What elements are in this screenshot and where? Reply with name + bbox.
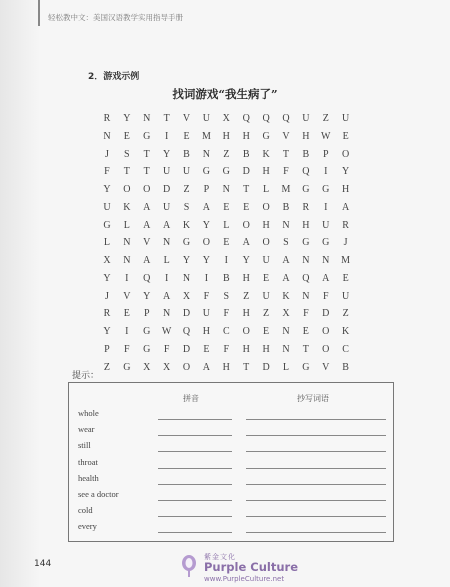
grid-letter: H — [242, 308, 250, 320]
grid-letter: L — [223, 219, 230, 231]
grid-letter: N — [282, 343, 290, 355]
grid-letter: A — [143, 255, 151, 266]
grid-letter: G — [322, 184, 330, 195]
grid-letter: V — [182, 113, 191, 124]
grid-letter: H — [202, 326, 211, 337]
grid-letter: O — [262, 201, 270, 213]
pinyin-answer-line[interactable] — [158, 435, 232, 436]
grid-letter: O — [242, 219, 250, 231]
grid-letter: E — [263, 326, 270, 337]
hint-word: health — [78, 472, 99, 483]
grid-letter: I — [125, 326, 129, 337]
grid-letter: K — [123, 201, 131, 213]
grid-letter: T — [302, 343, 309, 355]
grid-letter: U — [103, 201, 111, 213]
grid-letter: S — [223, 290, 230, 302]
hint-word: cold — [78, 505, 93, 516]
grid-letter: G — [123, 361, 131, 373]
grid-letter: R — [342, 219, 349, 231]
watermark-chinese: 紫金文化 — [204, 553, 236, 561]
grid-letter: J — [104, 290, 109, 302]
grid-letter: X — [143, 361, 151, 373]
grid-letter: H — [262, 343, 270, 355]
grid-letter: B — [242, 148, 250, 160]
grid-letter: K — [282, 290, 290, 302]
hint-word: still — [78, 440, 91, 451]
grid-letter: T — [163, 113, 170, 124]
copy-answer-line[interactable] — [246, 419, 386, 420]
grid-letter: F — [163, 343, 170, 355]
watermark — [178, 552, 338, 586]
section-title: 2．游戏示例 — [88, 72, 140, 82]
copy-answer-line[interactable] — [246, 516, 386, 517]
grid-letter: Y — [103, 272, 111, 284]
grid-letter: O — [202, 237, 211, 249]
grid-letter: A — [342, 201, 350, 213]
grid-letter: Z — [103, 361, 110, 373]
grid-letter: A — [202, 201, 211, 213]
grid-letter: N — [302, 290, 310, 302]
grid-letter: V — [143, 237, 151, 249]
grid-letter: B — [282, 201, 290, 213]
grid-letter: H — [302, 219, 310, 231]
grid-letter: H — [262, 166, 270, 178]
grid-letter: F — [283, 166, 289, 178]
grid-letter: F — [322, 290, 329, 302]
grid-letter: S — [183, 201, 190, 213]
grid-letter: V — [322, 361, 330, 373]
hint-word: throat — [78, 456, 98, 467]
pinyin-column-header: 拼音 — [183, 394, 199, 403]
grid-letter: Q — [242, 113, 250, 124]
grid-letter: A — [143, 219, 151, 231]
grid-letter: Q — [262, 113, 270, 124]
grid-letter: N — [202, 148, 211, 160]
grid-letter: L — [282, 361, 290, 373]
grid-letter: O — [342, 148, 350, 160]
header-rule — [38, 0, 40, 26]
pinyin-answer-line[interactable] — [158, 484, 232, 485]
grid-letter: E — [223, 201, 230, 213]
grid-letter: N — [163, 308, 171, 320]
grid-letter: Y — [103, 184, 111, 195]
grid-letter: D — [242, 166, 250, 178]
grid-letter: F — [223, 343, 230, 355]
grid-letter: N — [103, 130, 111, 142]
grid-letter: U — [163, 201, 171, 213]
grid-letter: E — [263, 272, 270, 284]
grid-letter: X — [222, 113, 230, 124]
grid-letter: Q — [182, 326, 191, 337]
watermark-name: Purple Culture — [204, 560, 298, 574]
grid-letter: V — [282, 130, 290, 142]
grid-letter: D — [182, 343, 191, 355]
grid-letter: A — [202, 361, 211, 373]
grid-letter: C — [342, 343, 349, 355]
grid-letter: A — [322, 272, 330, 284]
copy-answer-line[interactable] — [246, 500, 386, 501]
grid-letter: A — [242, 237, 250, 249]
grid-letter: D — [182, 308, 191, 320]
grid-letter: O — [242, 326, 250, 337]
grid-letter: G — [222, 166, 230, 178]
grid-letter: G — [302, 361, 310, 373]
grid-letter: R — [103, 308, 111, 320]
grid-letter: G — [103, 219, 111, 231]
grid-letter: M — [281, 184, 291, 195]
grid-letter: S — [283, 237, 289, 249]
grid-letter: L — [163, 255, 170, 266]
grid-letter: N — [123, 237, 131, 249]
grid-letter: E — [342, 272, 349, 284]
grid-letter: J — [104, 148, 109, 160]
grid-letter: E — [183, 130, 190, 142]
grid-letter: O — [262, 237, 270, 249]
word-search-grid — [97, 113, 356, 379]
copy-answer-line[interactable] — [246, 468, 386, 469]
grid-letter: A — [163, 219, 171, 231]
grid-letter: E — [123, 130, 130, 142]
grid-letter: O — [143, 184, 151, 195]
grid-letter: A — [143, 201, 151, 213]
grid-letter: G — [182, 237, 191, 249]
grid-letter: N — [282, 326, 290, 337]
grid-letter: Q — [143, 272, 151, 284]
grid-letter: D — [322, 308, 330, 320]
grid-letter: O — [322, 343, 330, 355]
copy-answer-line[interactable] — [246, 532, 386, 533]
grid-letter: U — [262, 255, 270, 266]
grid-letter: Q — [302, 166, 310, 178]
grid-letter: U — [202, 308, 211, 320]
grid-letter: H — [342, 184, 350, 195]
grid-letter: E — [243, 201, 250, 213]
grid-letter: A — [163, 290, 171, 302]
grid-letter: I — [224, 255, 228, 266]
copy-answer-line[interactable] — [246, 484, 386, 485]
running-header: 轻松教中文：美国汉语教学实用指导手册 — [48, 13, 183, 22]
grid-letter: W — [161, 326, 172, 337]
grid-letter: H — [222, 361, 230, 373]
grid-letter: M — [341, 255, 351, 266]
grid-letter: A — [282, 272, 290, 284]
grid-letter: Y — [182, 255, 191, 266]
hint-label: 提示： — [72, 371, 100, 381]
grid-letter: F — [223, 308, 230, 320]
grid-letter: G — [302, 184, 310, 195]
grid-letter: P — [104, 343, 110, 355]
grid-letter: Y — [202, 255, 211, 266]
grid-letter: F — [104, 166, 110, 178]
grid-letter: Z — [223, 148, 230, 160]
grid-letter: U — [342, 113, 350, 124]
copy-answer-line[interactable] — [246, 451, 386, 452]
grid-letter: Q — [282, 113, 290, 124]
grid-letter: K — [262, 148, 270, 160]
grid-letter: U — [202, 113, 211, 124]
grid-letter: L — [123, 219, 130, 231]
grid-letter: O — [322, 326, 330, 337]
grid-letter: I — [204, 272, 209, 284]
grid-letter: H — [262, 219, 270, 231]
hint-word: wear — [78, 424, 95, 435]
grid-letter: Y — [242, 255, 250, 266]
grid-letter: Z — [342, 308, 349, 320]
grid-letter: T — [243, 184, 250, 195]
grid-letter: T — [282, 148, 290, 160]
grid-letter: T — [143, 166, 150, 178]
grid-letter: Y — [123, 113, 131, 124]
grid-letter: X — [163, 361, 171, 373]
grid-letter: B — [342, 361, 349, 373]
copy-column-header: 抄写词语 — [297, 394, 329, 403]
grid-letter: Z — [263, 308, 270, 320]
grid-letter: Y — [103, 326, 111, 337]
purple-culture-logo-icon — [178, 554, 200, 578]
grid-letter: P — [203, 184, 210, 195]
grid-letter: O — [182, 361, 191, 373]
grid-letter: G — [262, 130, 270, 142]
hint-word: whole — [78, 408, 99, 418]
grid-letter: V — [123, 290, 131, 302]
grid-letter: N — [282, 219, 290, 231]
grid-letter: X — [182, 290, 191, 302]
grid-letter: I — [324, 166, 328, 178]
grid-letter: P — [143, 308, 150, 320]
grid-letter: T — [123, 166, 130, 178]
grid-letter: B — [302, 148, 310, 160]
grid-letter: N — [123, 255, 131, 266]
grid-letter: X — [282, 308, 290, 320]
grid-letter: L — [103, 237, 110, 249]
grid-letter: Z — [322, 113, 329, 124]
grid-letter: A — [282, 255, 290, 266]
grid-letter: F — [124, 343, 130, 355]
grid-letter: U — [322, 219, 330, 231]
pinyin-answer-line[interactable] — [158, 419, 232, 420]
grid-letter: H — [242, 130, 250, 142]
grid-letter: H — [302, 130, 310, 142]
grid-letter: N — [222, 184, 230, 195]
grid-letter: E — [342, 130, 349, 142]
grid-letter: Y — [202, 219, 211, 231]
grid-letter: R — [103, 113, 111, 124]
grid-letter: U — [262, 290, 270, 302]
grid-letter: G — [143, 326, 151, 337]
grid-letter: D — [163, 184, 171, 195]
watermark-url: www.PurpleCulture.net — [204, 575, 285, 583]
grid-letter: I — [324, 201, 328, 213]
grid-letter: P — [322, 148, 329, 160]
grid-letter: U — [163, 166, 171, 178]
grid-letter: I — [164, 130, 169, 142]
grid-letter: U — [342, 290, 350, 302]
grid-letter: K — [342, 326, 350, 337]
pinyin-answer-line[interactable] — [158, 516, 232, 517]
grid-letter: K — [182, 219, 191, 231]
grid-letter: H — [222, 130, 230, 142]
grid-letter: N — [163, 237, 171, 249]
grid-letter: D — [262, 361, 270, 373]
grid-letter: E — [302, 326, 309, 337]
page-number: 144 — [34, 559, 52, 569]
grid-letter: X — [103, 255, 111, 266]
grid-letter: C — [222, 326, 230, 337]
grid-letter: N — [143, 113, 151, 124]
grid-letter: T — [143, 148, 150, 160]
grid-letter: F — [203, 290, 210, 302]
grid-letter: I — [125, 272, 129, 284]
grid-letter: Z — [183, 184, 190, 195]
grid-letter: F — [303, 308, 309, 320]
grid-letter: G — [202, 166, 211, 178]
grid-letter: B — [183, 148, 190, 160]
grid-letter: Y — [342, 166, 350, 178]
grid-letter: N — [182, 272, 191, 284]
grid-letter: T — [243, 361, 250, 373]
grid-letter: G — [302, 237, 310, 249]
hint-word: every — [78, 521, 97, 532]
grid-letter: H — [242, 272, 250, 284]
pinyin-answer-line[interactable] — [158, 468, 232, 469]
puzzle-title: 找词游戏“我生病了” — [172, 87, 278, 101]
grid-letter: Y — [143, 290, 151, 302]
grid-letter: E — [203, 343, 210, 355]
grid-letter: J — [343, 237, 348, 249]
grid-letter: Q — [302, 272, 310, 284]
grid-letter: U — [302, 113, 310, 124]
pinyin-answer-line[interactable] — [158, 451, 232, 452]
grid-letter: E — [123, 308, 130, 320]
grid-letter: Z — [243, 290, 250, 302]
grid-letter: U — [182, 166, 191, 178]
grid-letter: E — [223, 237, 230, 249]
grid-letter: M — [201, 130, 211, 142]
hint-table — [68, 382, 394, 542]
grid-letter: G — [322, 237, 330, 249]
hint-word: see a doctor — [78, 489, 119, 499]
grid-letter: H — [242, 343, 250, 355]
grid-letter: G — [143, 343, 151, 355]
pinyin-answer-line[interactable] — [158, 532, 232, 533]
grid-letter: G — [143, 130, 151, 142]
grid-letter: L — [263, 184, 270, 195]
grid-letter: N — [322, 255, 330, 266]
grid-letter: O — [123, 184, 131, 195]
grid-letter: N — [302, 255, 310, 266]
grid-letter: B — [222, 272, 230, 284]
grid-letter: S — [124, 148, 130, 160]
grid-letter: Y — [163, 148, 171, 160]
grid-letter: I — [164, 272, 169, 284]
grid-letter: W — [321, 130, 331, 142]
grid-letter: R — [302, 201, 310, 213]
pinyin-answer-line[interactable] — [158, 500, 232, 501]
copy-answer-line[interactable] — [246, 435, 386, 436]
